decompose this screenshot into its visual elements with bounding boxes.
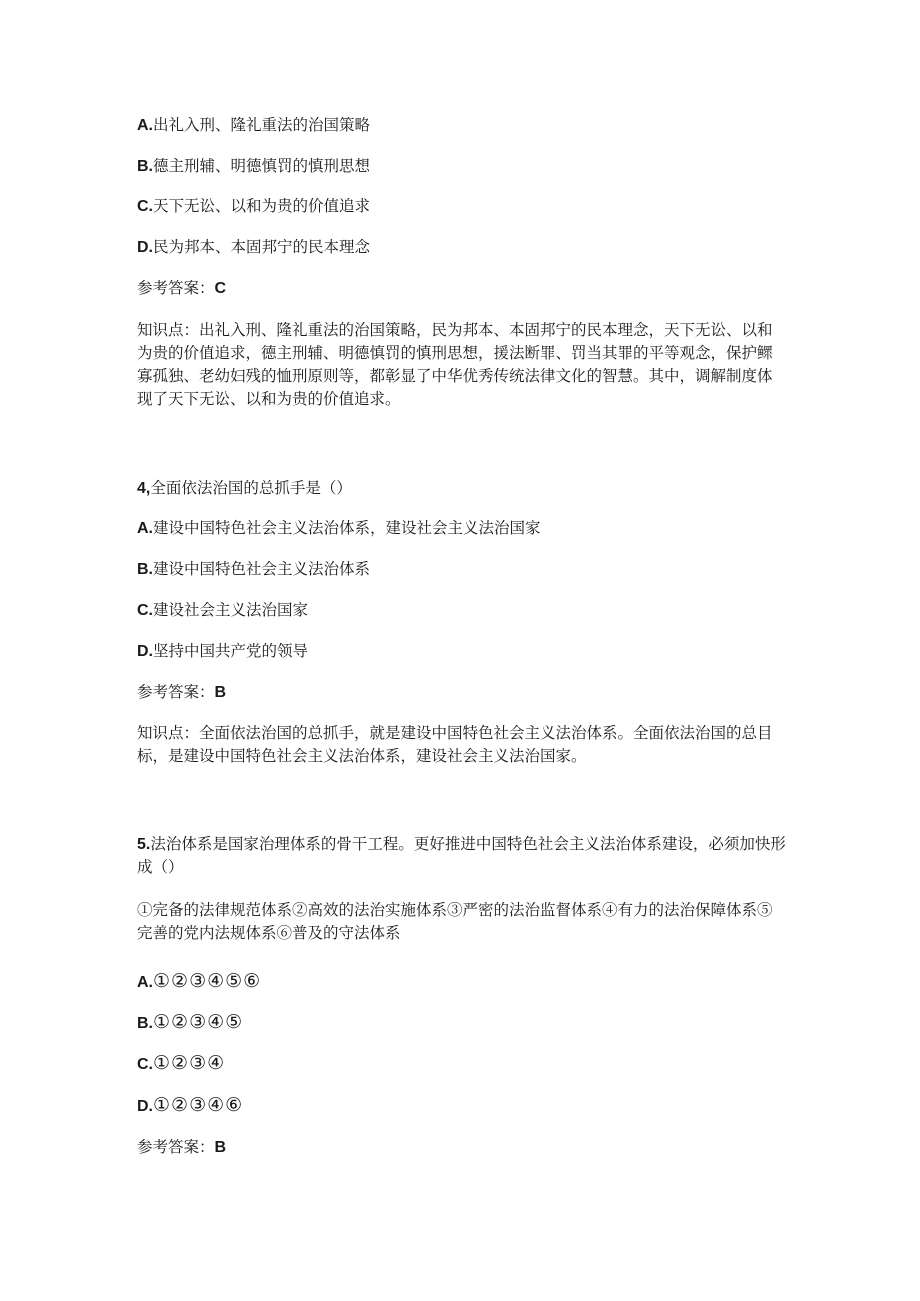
- q3-knowledge: 知识点：出礼入刑、隆礼重法的治国策略，民为邦本、本固邦宁的民本理念，天下无讼、以和为贵的价值追求，德主刑辅、明德慎罚的慎刑思想，援法断罪、罚当其罪的平等观念，保护鳏寡孤独、老幼妇残的恤刑原则等，都彰显了中华优秀传统法律文化的智慧。其中，调解制度体现了天下无讼、以和为贵的价值追求。: [137, 321, 773, 408]
- q5-stem: [137, 833, 787, 879]
- option-text: 建设社会主义法治国家: [153, 601, 309, 619]
- q3-option-d: [137, 237, 370, 258]
- answer-label: 参考答案：: [137, 683, 215, 701]
- q3-option-b: [137, 156, 370, 177]
- option-text: ①②③④⑤: [153, 1011, 244, 1033]
- option-letter: C.: [137, 1056, 153, 1073]
- option-text: 建设中国特色社会主义法治体系: [153, 560, 371, 578]
- option-text: 德主刑辅、明德慎罚的慎刑思想: [153, 157, 371, 175]
- answer-label: 参考答案：: [137, 1138, 215, 1156]
- q3-answer: [137, 278, 226, 299]
- q4-knowledge: 知识点：全面依法治国的总抓手，就是建设中国特色社会主义法治体系。全面依法治国的总目标，是建设中国特色社会主义法治体系，建设社会主义法治国家。: [137, 724, 773, 765]
- option-letter: A.: [137, 974, 153, 991]
- option-text: 天下无讼、以和为贵的价值追求: [153, 197, 371, 215]
- q4-option-c: [137, 600, 308, 621]
- option-text: ①②③④: [153, 1052, 226, 1074]
- answer-value: C: [214, 280, 227, 297]
- q5-option-d: [137, 1092, 243, 1118]
- q5-items: ①完备的法律规范体系②高效的法治实施体系③严密的法治监督体系④有力的法治保障体系⑤完善的党内法规体系⑥普及的守法体系: [137, 901, 773, 942]
- q3-option-a: [137, 115, 370, 136]
- option-text: 建设中国特色社会主义法治体系，建设社会主义法治国家: [153, 519, 541, 537]
- question-text: 法治体系是国家治理体系的骨干工程。更好推进中国特色社会主义法治体系建设，必须加快形成（）: [137, 835, 786, 876]
- option-letter: A.: [137, 117, 153, 134]
- answer-value: B: [214, 1139, 227, 1156]
- q4-stem: [137, 478, 352, 499]
- option-text: ①②③④⑤⑥: [153, 970, 262, 992]
- option-letter: B.: [137, 1015, 153, 1032]
- q3-option-c: [137, 196, 370, 217]
- option-letter: C.: [137, 198, 153, 215]
- q5-option-c: [137, 1050, 225, 1076]
- q4-answer: [137, 682, 226, 703]
- q4-option-d: [137, 641, 308, 662]
- q5-answer: [137, 1137, 226, 1158]
- option-letter: A.: [137, 520, 153, 537]
- q5-option-a: [137, 968, 261, 994]
- option-letter: B.: [137, 158, 153, 175]
- option-letter: D.: [137, 1098, 153, 1115]
- question-number: 5.: [137, 836, 151, 853]
- option-letter: D.: [137, 239, 153, 256]
- option-text: 坚持中国共产党的领导: [153, 642, 309, 660]
- option-letter: B.: [137, 561, 153, 578]
- answer-value: B: [214, 684, 227, 701]
- question-text: 全面依法治国的总抓手是（）: [150, 479, 352, 497]
- option-letter: D.: [137, 643, 153, 660]
- q5-option-b: [137, 1009, 243, 1035]
- option-text: ①②③④⑥: [153, 1094, 244, 1116]
- option-text: 出礼入刑、隆礼重法的治国策略: [153, 116, 371, 134]
- q4-option-a: [137, 518, 541, 539]
- question-number: 4,: [137, 480, 151, 497]
- q4-option-b: [137, 559, 370, 580]
- answer-label: 参考答案：: [137, 279, 215, 297]
- option-letter: C.: [137, 602, 153, 619]
- option-text: 民为邦本、本固邦宁的民本理念: [153, 238, 371, 256]
